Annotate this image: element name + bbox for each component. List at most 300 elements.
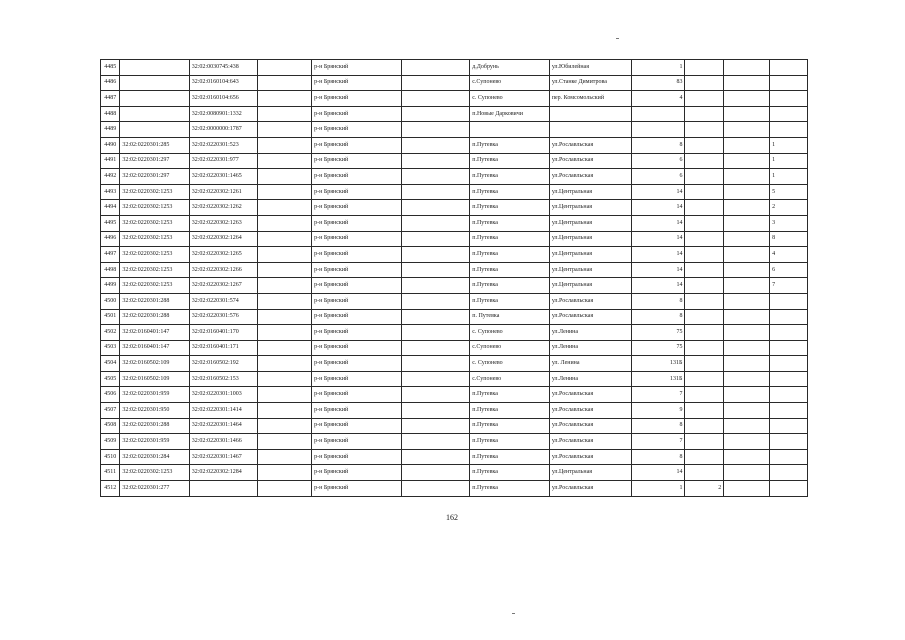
- settlement: п. Путевка: [470, 309, 550, 325]
- settlement: п.Путевка: [470, 449, 550, 465]
- street: ул.Юбилейная: [549, 60, 632, 76]
- empty-cell: [401, 262, 469, 278]
- row-number: 4501: [101, 309, 120, 325]
- cadastral-number: 32:02:0220302:1264: [189, 231, 257, 247]
- extra-number: [724, 75, 770, 91]
- scan-speck: [512, 613, 515, 614]
- old-cadastral-number: 32:02:0160401:147: [120, 325, 189, 341]
- empty-cell: [258, 247, 312, 263]
- table-row: [101, 75, 808, 91]
- table-row: [101, 434, 808, 450]
- old-cadastral-number: 32:02:0220302:1253: [120, 200, 189, 216]
- cadastral-number: 32:02:0160502:153: [189, 371, 257, 387]
- empty-cell: [258, 387, 312, 403]
- old-cadastral-number: 32:02:0220302:1253: [120, 465, 189, 481]
- table-row: [101, 293, 808, 309]
- district: р-н Брянский: [312, 122, 402, 138]
- apartment-number: 8: [770, 231, 808, 247]
- street: ул.Рославльская: [549, 309, 632, 325]
- extra-number: [724, 106, 770, 122]
- street: ул.Рославльская: [549, 293, 632, 309]
- house-number: 83: [632, 75, 685, 91]
- street: ул.Ленина: [549, 371, 632, 387]
- apartment-number: [770, 91, 808, 107]
- extra-number: [724, 387, 770, 403]
- table-row: [101, 387, 808, 403]
- extra-number: [724, 122, 770, 138]
- empty-cell: [258, 371, 312, 387]
- street: ул.Центральная: [549, 247, 632, 263]
- extra-number: [724, 91, 770, 107]
- old-cadastral-number: 32:02:0220302:1253: [120, 262, 189, 278]
- empty-cell: [401, 278, 469, 294]
- empty-cell: [401, 465, 469, 481]
- apartment-number: [770, 481, 808, 497]
- apartment-number: [770, 325, 808, 341]
- scan-speck: [616, 38, 619, 39]
- old-cadastral-number: 32:02:0220301:959: [120, 387, 189, 403]
- old-cadastral-number: 32:02:0160401:147: [120, 340, 189, 356]
- row-number: 4491: [101, 153, 120, 169]
- street: ул.Рославльская: [549, 169, 632, 185]
- table-row: [101, 340, 808, 356]
- apartment-number: 1: [770, 153, 808, 169]
- street: пер. Комсомольский: [549, 91, 632, 107]
- apartment-number: 5: [770, 184, 808, 200]
- empty-cell: [258, 340, 312, 356]
- building-number: [685, 122, 724, 138]
- building-number: [685, 106, 724, 122]
- empty-cell: [258, 309, 312, 325]
- empty-cell: [401, 215, 469, 231]
- table-row: [101, 231, 808, 247]
- district: р-н Брянский: [312, 387, 402, 403]
- old-cadastral-number: 32:02:0220301:288: [120, 293, 189, 309]
- empty-cell: [258, 481, 312, 497]
- table-row: [101, 200, 808, 216]
- old-cadastral-number: 32:02:0220302:1253: [120, 184, 189, 200]
- old-cadastral-number: 32:02:0220301:959: [120, 434, 189, 450]
- cadastral-number: 32:02:0220301:1414: [189, 403, 257, 419]
- empty-cell: [258, 184, 312, 200]
- cadastral-number: 32:02:0220302:1263: [189, 215, 257, 231]
- row-number: 4487: [101, 91, 120, 107]
- row-number: 4504: [101, 356, 120, 372]
- building-number: [685, 434, 724, 450]
- page-number: 162: [446, 513, 458, 522]
- apartment-number: 3: [770, 215, 808, 231]
- extra-number: [724, 356, 770, 372]
- empty-cell: [401, 293, 469, 309]
- building-number: 2: [685, 481, 724, 497]
- building-number: [685, 91, 724, 107]
- row-number: 4506: [101, 387, 120, 403]
- table-row: [101, 403, 808, 419]
- extra-number: [724, 278, 770, 294]
- district: р-н Брянский: [312, 449, 402, 465]
- cadastral-number: 32:02:0160502:192: [189, 356, 257, 372]
- table-row: [101, 465, 808, 481]
- street: ул.Рославльская: [549, 418, 632, 434]
- table-row: [101, 418, 808, 434]
- cadastral-number: 32:02:0220302:1284: [189, 465, 257, 481]
- row-number: 4497: [101, 247, 120, 263]
- street: ул.Станке Димитрова: [549, 75, 632, 91]
- apartment-number: [770, 309, 808, 325]
- empty-cell: [258, 403, 312, 419]
- empty-cell: [401, 184, 469, 200]
- building-number: [685, 169, 724, 185]
- extra-number: [724, 449, 770, 465]
- house-number: 131Б: [632, 356, 685, 372]
- registry-body: [101, 60, 808, 497]
- cadastral-number: 32:02:0160401:170: [189, 325, 257, 341]
- extra-number: [724, 247, 770, 263]
- district: р-н Брянский: [312, 153, 402, 169]
- extra-number: [724, 262, 770, 278]
- row-number: 4494: [101, 200, 120, 216]
- apartment-number: 1: [770, 137, 808, 153]
- settlement: п.Путевка: [470, 465, 550, 481]
- house-number: 14: [632, 200, 685, 216]
- apartment-number: [770, 106, 808, 122]
- empty-cell: [258, 465, 312, 481]
- district: р-н Брянский: [312, 169, 402, 185]
- empty-cell: [401, 356, 469, 372]
- empty-cell: [258, 449, 312, 465]
- street: ул.Центральная: [549, 465, 632, 481]
- table-row: [101, 169, 808, 185]
- street: ул.Рославльская: [549, 153, 632, 169]
- building-number: [685, 137, 724, 153]
- settlement: п.Путевка: [470, 403, 550, 419]
- empty-cell: [401, 309, 469, 325]
- row-number: 4486: [101, 75, 120, 91]
- extra-number: [724, 403, 770, 419]
- empty-cell: [401, 231, 469, 247]
- settlement: п.Путевка: [470, 153, 550, 169]
- row-number: 4511: [101, 465, 120, 481]
- empty-cell: [258, 91, 312, 107]
- street: ул.Рославльская: [549, 481, 632, 497]
- house-number: 7: [632, 434, 685, 450]
- empty-cell: [401, 481, 469, 497]
- district: р-н Брянский: [312, 60, 402, 76]
- old-cadastral-number: 32:02:0160502:109: [120, 371, 189, 387]
- street: ул.Центральная: [549, 231, 632, 247]
- building-number: [685, 247, 724, 263]
- house-number: [632, 106, 685, 122]
- cadastral-number: 32:02:0220301:977: [189, 153, 257, 169]
- house-number: 8: [632, 449, 685, 465]
- empty-cell: [258, 418, 312, 434]
- empty-cell: [258, 434, 312, 450]
- building-number: [685, 184, 724, 200]
- cadastral-number: 32:02:0220301:1465: [189, 169, 257, 185]
- cadastral-number: 32:02:0220301:523: [189, 137, 257, 153]
- house-number: 14: [632, 278, 685, 294]
- cadastral-number: 32:02:0030745:438: [189, 60, 257, 76]
- street: ул.Центральная: [549, 215, 632, 231]
- row-number: 4492: [101, 169, 120, 185]
- building-number: [685, 293, 724, 309]
- registry-table: [100, 59, 808, 497]
- empty-cell: [401, 340, 469, 356]
- empty-cell: [401, 403, 469, 419]
- empty-cell: [258, 325, 312, 341]
- empty-cell: [401, 387, 469, 403]
- district: р-н Брянский: [312, 184, 402, 200]
- table-row: [101, 481, 808, 497]
- apartment-number: [770, 371, 808, 387]
- house-number: 6: [632, 169, 685, 185]
- old-cadastral-number: 32:02:0160502:109: [120, 356, 189, 372]
- street: ул.Центральная: [549, 184, 632, 200]
- empty-cell: [258, 137, 312, 153]
- extra-number: [724, 200, 770, 216]
- empty-cell: [258, 153, 312, 169]
- cadastral-number: 32:02:0220301:1467: [189, 449, 257, 465]
- row-number: 4509: [101, 434, 120, 450]
- row-number: 4498: [101, 262, 120, 278]
- settlement: п.Путевка: [470, 247, 550, 263]
- old-cadastral-number: 32:02:0220301:284: [120, 449, 189, 465]
- table-row: [101, 325, 808, 341]
- extra-number: [724, 371, 770, 387]
- old-cadastral-number: 32:02:0220302:1253: [120, 215, 189, 231]
- settlement: п.Путевка: [470, 418, 550, 434]
- street: ул.Рославльская: [549, 137, 632, 153]
- empty-cell: [401, 325, 469, 341]
- table-row: [101, 449, 808, 465]
- building-number: [685, 231, 724, 247]
- house-number: 8: [632, 418, 685, 434]
- empty-cell: [401, 247, 469, 263]
- empty-cell: [401, 169, 469, 185]
- street: ул. Ленина: [549, 356, 632, 372]
- house-number: 14: [632, 465, 685, 481]
- cadastral-number: 32:02:0220301:576: [189, 309, 257, 325]
- apartment-number: 6: [770, 262, 808, 278]
- empty-cell: [258, 75, 312, 91]
- street: [549, 122, 632, 138]
- row-number: 4507: [101, 403, 120, 419]
- table-row: [101, 247, 808, 263]
- district: р-н Брянский: [312, 215, 402, 231]
- extra-number: [724, 293, 770, 309]
- building-number: [685, 153, 724, 169]
- district: р-н Брянский: [312, 293, 402, 309]
- old-cadastral-number: 32:02:0220301:297: [120, 169, 189, 185]
- cadastral-number: 32:02:0080901:1332: [189, 106, 257, 122]
- cadastral-number: 32:02:0220301:574: [189, 293, 257, 309]
- settlement: п.Путевка: [470, 293, 550, 309]
- table-row: [101, 278, 808, 294]
- row-number: 4493: [101, 184, 120, 200]
- table-row: [101, 356, 808, 372]
- house-number: 75: [632, 325, 685, 341]
- building-number: [685, 325, 724, 341]
- district: р-н Брянский: [312, 465, 402, 481]
- apartment-number: [770, 434, 808, 450]
- district: р-н Брянский: [312, 200, 402, 216]
- settlement: п.Путевка: [470, 200, 550, 216]
- empty-cell: [258, 278, 312, 294]
- settlement: п.Путевка: [470, 434, 550, 450]
- empty-cell: [258, 215, 312, 231]
- row-number: 4512: [101, 481, 120, 497]
- district: р-н Брянский: [312, 325, 402, 341]
- old-cadastral-number: [120, 75, 189, 91]
- row-number: 4500: [101, 293, 120, 309]
- empty-cell: [401, 91, 469, 107]
- extra-number: [724, 137, 770, 153]
- apartment-number: [770, 60, 808, 76]
- district: р-н Брянский: [312, 403, 402, 419]
- old-cadastral-number: 32:02:0220302:1253: [120, 278, 189, 294]
- cadastral-number: 32:02:0160401:171: [189, 340, 257, 356]
- row-number: 4503: [101, 340, 120, 356]
- table-row: [101, 60, 808, 76]
- settlement: с. Супонево: [470, 356, 550, 372]
- house-number: 14: [632, 184, 685, 200]
- row-number: 4502: [101, 325, 120, 341]
- building-number: [685, 371, 724, 387]
- settlement: п.Путевка: [470, 169, 550, 185]
- street: ул.Рославльская: [549, 403, 632, 419]
- house-number: 14: [632, 262, 685, 278]
- empty-cell: [258, 231, 312, 247]
- settlement: [470, 122, 550, 138]
- district: р-н Брянский: [312, 309, 402, 325]
- row-number: 4510: [101, 449, 120, 465]
- old-cadastral-number: 32:02:0220301:277: [120, 481, 189, 497]
- district: р-н Брянский: [312, 75, 402, 91]
- house-number: 7: [632, 387, 685, 403]
- empty-cell: [401, 75, 469, 91]
- building-number: [685, 215, 724, 231]
- extra-number: [724, 465, 770, 481]
- empty-cell: [258, 293, 312, 309]
- settlement: п.Новые Дарковичи: [470, 106, 550, 122]
- district: р-н Брянский: [312, 340, 402, 356]
- old-cadastral-number: [120, 91, 189, 107]
- building-number: [685, 340, 724, 356]
- extra-number: [724, 184, 770, 200]
- apartment-number: [770, 387, 808, 403]
- building-number: [685, 60, 724, 76]
- district: р-н Брянский: [312, 418, 402, 434]
- street: ул.Центральная: [549, 278, 632, 294]
- table-row: [101, 91, 808, 107]
- house-number: 1: [632, 481, 685, 497]
- cadastral-number: 32:02:0220302:1265: [189, 247, 257, 263]
- settlement: п.Путевка: [470, 184, 550, 200]
- extra-number: [724, 434, 770, 450]
- house-number: 14: [632, 231, 685, 247]
- apartment-number: 7: [770, 278, 808, 294]
- old-cadastral-number: 32:02:0220301:288: [120, 309, 189, 325]
- district: р-н Брянский: [312, 247, 402, 263]
- table-row: [101, 153, 808, 169]
- extra-number: [724, 231, 770, 247]
- district: р-н Брянский: [312, 262, 402, 278]
- extra-number: [724, 153, 770, 169]
- cadastral-number: 32:02:0220302:1262: [189, 200, 257, 216]
- apartment-number: [770, 449, 808, 465]
- empty-cell: [401, 449, 469, 465]
- street: ул.Рославльская: [549, 434, 632, 450]
- old-cadastral-number: [120, 106, 189, 122]
- extra-number: [724, 60, 770, 76]
- settlement: с.Супонево: [470, 340, 550, 356]
- district: р-н Брянский: [312, 356, 402, 372]
- building-number: [685, 75, 724, 91]
- table-row: [101, 309, 808, 325]
- empty-cell: [401, 60, 469, 76]
- house-number: 8: [632, 137, 685, 153]
- district: р-н Брянский: [312, 434, 402, 450]
- cadastral-number: [189, 481, 257, 497]
- old-cadastral-number: 32:02:0220302:1253: [120, 247, 189, 263]
- old-cadastral-number: 32:02:0220301:297: [120, 153, 189, 169]
- cadastral-number: 32:02:0220301:1003: [189, 387, 257, 403]
- row-number: 4505: [101, 371, 120, 387]
- district: р-н Брянский: [312, 371, 402, 387]
- row-number: 4485: [101, 60, 120, 76]
- house-number: 8: [632, 309, 685, 325]
- empty-cell: [401, 153, 469, 169]
- apartment-number: [770, 75, 808, 91]
- extra-number: [724, 215, 770, 231]
- empty-cell: [401, 418, 469, 434]
- settlement: д.Добрунь: [470, 60, 550, 76]
- building-number: [685, 418, 724, 434]
- row-number: 4508: [101, 418, 120, 434]
- table-row: [101, 122, 808, 138]
- district: р-н Брянский: [312, 137, 402, 153]
- row-number: 4488: [101, 106, 120, 122]
- empty-cell: [401, 371, 469, 387]
- apartment-number: 4: [770, 247, 808, 263]
- building-number: [685, 387, 724, 403]
- street: ул.Центральная: [549, 262, 632, 278]
- settlement: п.Путевка: [470, 215, 550, 231]
- house-number: 1: [632, 60, 685, 76]
- empty-cell: [401, 137, 469, 153]
- house-number: 14: [632, 247, 685, 263]
- district: р-н Брянский: [312, 278, 402, 294]
- building-number: [685, 200, 724, 216]
- empty-cell: [401, 106, 469, 122]
- apartment-number: 1: [770, 169, 808, 185]
- street: ул.Рославльская: [549, 449, 632, 465]
- cadastral-number: 32:02:0220302:1267: [189, 278, 257, 294]
- house-number: 8: [632, 293, 685, 309]
- empty-cell: [258, 262, 312, 278]
- old-cadastral-number: [120, 122, 189, 138]
- building-number: [685, 465, 724, 481]
- apartment-number: [770, 418, 808, 434]
- extra-number: [724, 481, 770, 497]
- building-number: [685, 262, 724, 278]
- cadastral-number: 32:02:0220302:1261: [189, 184, 257, 200]
- table-row: [101, 262, 808, 278]
- empty-cell: [258, 60, 312, 76]
- settlement: п.Путевка: [470, 262, 550, 278]
- empty-cell: [258, 169, 312, 185]
- apartment-number: [770, 340, 808, 356]
